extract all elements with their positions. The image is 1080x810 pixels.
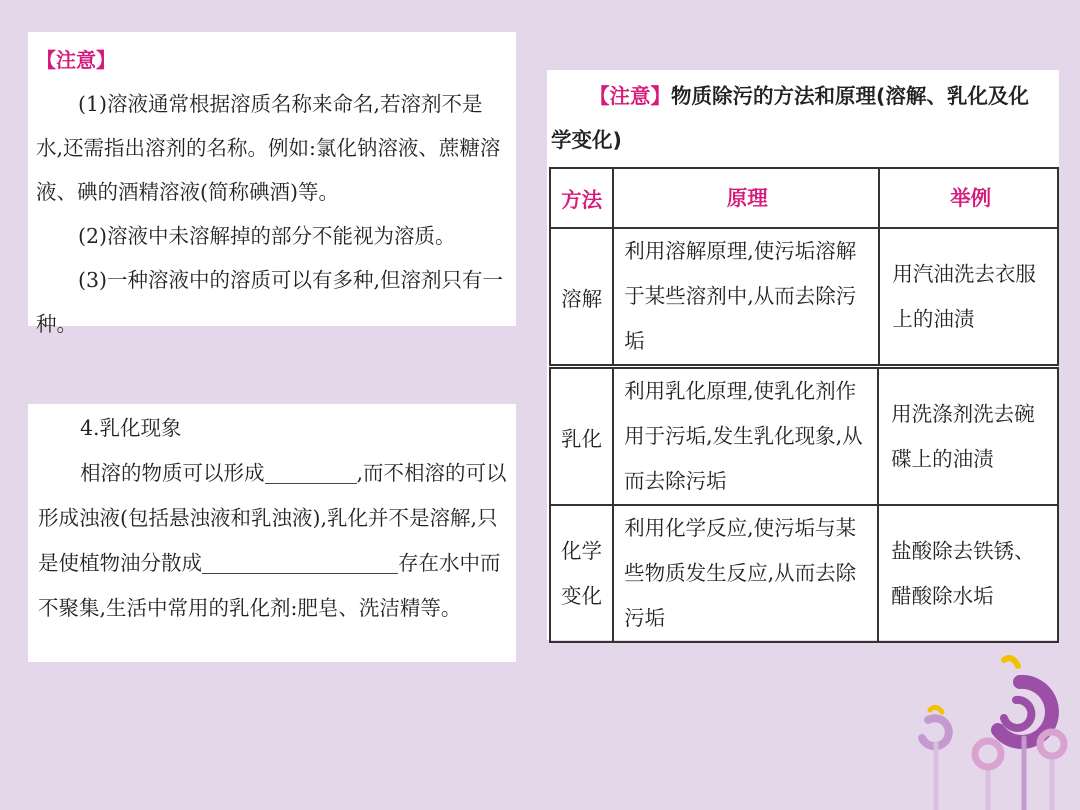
deco-yellow-stroke-2: [930, 707, 942, 712]
method-panel: [547, 70, 1059, 640]
method-cell: 溶解: [550, 228, 613, 365]
note-item-2: (2)溶液中未溶解掉的部分不能视为溶质。: [78, 224, 456, 248]
method-title-line1: 物质除污的方法和原理(溶解、乳化及化: [671, 84, 1029, 108]
deco-ring-1: [975, 741, 1001, 767]
note-panel: [28, 32, 516, 336]
principle-cell: 利用乳化原理,使乳化剂作用于污垢,发生乳化现象,从而去除污垢: [613, 368, 878, 505]
note-tag: 【注意】: [36, 48, 116, 72]
col-header-principle: 原理: [613, 168, 879, 228]
table-row: [550, 368, 1058, 505]
deco-ring-2: [1040, 732, 1064, 756]
deco-arc-inner: [1004, 700, 1031, 728]
fill-blank-2[interactable]: [202, 547, 398, 574]
note-item-1: (1)溶液通常根据溶质名称来命名,若溶剂不是水,还需指出溶剂的名称。例如:氯化钠溶液、蔗糖溶液、碘的酒精溶液(简称碘酒)等。: [36, 92, 501, 204]
col-header-method: 方法: [550, 168, 613, 228]
principle-cell: 利用溶解原理,使污垢溶解于某些溶剂中,从而去除污垢: [613, 228, 879, 365]
principle-cell: 利用化学反应,使污垢与某些物质发生反应,从而去除污垢: [613, 505, 878, 642]
note-item-3: (3)一种溶液中的溶质可以有多种,但溶剂只有一种。: [36, 268, 504, 336]
table-row: [550, 228, 1058, 365]
table-row: [550, 505, 1058, 642]
method-cell: 化学变化: [550, 505, 613, 642]
fill-blank-1[interactable]: [265, 457, 357, 484]
table-header-row: [550, 168, 1058, 228]
method-tag: 【注意】: [589, 84, 671, 108]
emulsion-text: [38, 451, 508, 631]
emulsion-text-1: 相溶的物质可以形成: [80, 461, 265, 485]
emulsion-heading: 4.乳化现象: [80, 416, 182, 440]
emulsion-panel: [28, 404, 516, 662]
deco-yellow-stroke-1: [1004, 658, 1018, 666]
example-cell: 用汽油洗去衣服上的油渍: [879, 228, 1058, 365]
method-cell: 乳化: [550, 368, 613, 505]
decorative-motif: [900, 640, 1080, 810]
col-header-example: 举例: [879, 168, 1058, 228]
emulsion-text-3: 存在水中而不聚集,生活中常用的乳化剂:肥皂、洗洁精等。: [38, 551, 501, 620]
method-header: [547, 74, 1059, 162]
method-table-top: [549, 167, 1059, 366]
emulsion-text-2: ,而不相溶的可以形成浊液(包括悬浊液和乳浊液),乳化并不是溶解,只是使植物油分散成: [38, 461, 507, 575]
method-title-line2: 学变化): [551, 128, 622, 152]
method-table-bottom: [549, 367, 1059, 643]
example-cell: 用洗涤剂洗去碗碟上的油渍: [878, 368, 1058, 505]
example-cell: 盐酸除去铁锈、醋酸除水垢: [878, 505, 1058, 642]
